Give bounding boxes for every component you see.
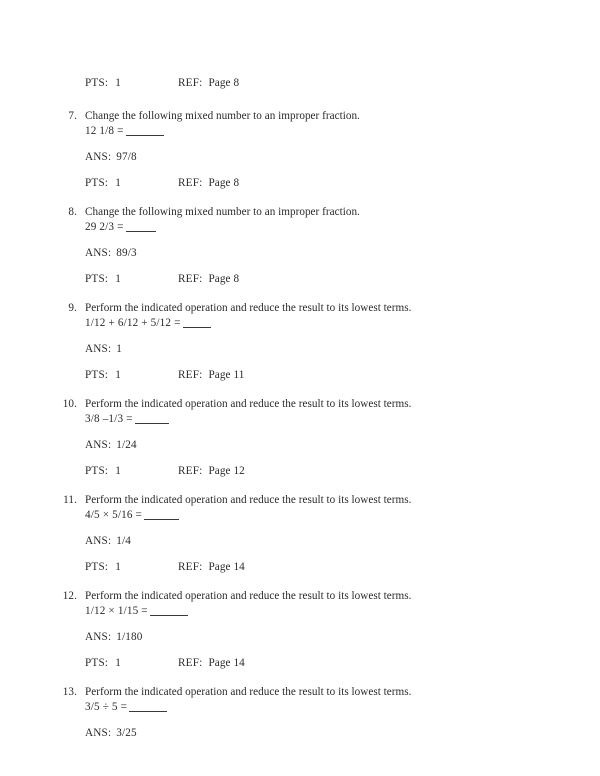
equation-expression: 3/5 ÷ 5 = <box>85 701 128 713</box>
ref-value: Page 14 <box>208 561 245 573</box>
ans-label: ANS: <box>85 151 112 163</box>
pts-ref-body <box>85 464 600 479</box>
equation-expression: 29 2/3 = <box>85 221 124 233</box>
pts-value: 1 <box>115 561 121 573</box>
answer-line <box>0 534 600 549</box>
ans-label: ANS: <box>85 727 112 739</box>
equation-line <box>0 220 600 235</box>
question-item <box>0 685 600 741</box>
pts-value: 1 <box>115 273 121 285</box>
ref-label: REF: <box>178 369 203 381</box>
ref-value: Page 14 <box>208 657 245 669</box>
question-stem-line <box>0 685 600 700</box>
answer-blank[interactable] <box>144 510 179 520</box>
ref-label: REF: <box>178 77 203 89</box>
equation-expression: 1/12 × 1/15 = <box>85 605 148 617</box>
answer-body <box>85 246 600 261</box>
pts-cell <box>85 560 178 575</box>
pts-label: PTS: <box>85 561 109 573</box>
equation-body <box>85 316 600 331</box>
question-stem-line <box>0 205 600 220</box>
question-number: 7. <box>68 110 77 122</box>
equation-body <box>85 604 600 619</box>
equation-body <box>85 700 600 715</box>
pts-cell <box>85 464 178 479</box>
pts-ref-line <box>0 176 600 191</box>
question-text: Perform the indicated operation and reduce the result to its lowest terms. <box>85 398 412 410</box>
question-stem-line <box>0 493 600 508</box>
equation-expression: 3/8 –1/3 = <box>85 413 133 425</box>
answer-blank[interactable] <box>183 318 211 328</box>
ref-value: Page 8 <box>208 177 240 189</box>
ans-value: 1 <box>116 343 123 355</box>
pts-ref-body <box>85 368 600 383</box>
answer-blank[interactable] <box>135 414 169 424</box>
pts-label: PTS: <box>85 273 109 285</box>
pts-ref-body <box>85 176 600 191</box>
pts-value: 1 <box>115 77 121 89</box>
equation-body <box>85 508 600 523</box>
equation-line <box>0 508 600 523</box>
ans-value: 89/3 <box>116 247 137 259</box>
ans-label: ANS: <box>85 439 112 451</box>
question-stem-line <box>0 301 600 316</box>
ref-label: REF: <box>178 177 203 189</box>
answer-line <box>0 438 600 453</box>
equation-line <box>0 604 600 619</box>
pts-value: 1 <box>115 657 121 669</box>
pts-cell <box>85 656 178 671</box>
equation-line <box>0 700 600 715</box>
answer-line <box>0 630 600 645</box>
pts-ref-line <box>0 464 600 479</box>
ans-value: 1/24 <box>116 439 137 451</box>
question-text: Perform the indicated operation and reduce the result to its lowest terms. <box>85 302 412 314</box>
question-text: Perform the indicated operation and reduce the result to its lowest terms. <box>85 494 412 506</box>
ref-label: REF: <box>178 273 203 285</box>
pts-label: PTS: <box>85 657 109 669</box>
question-item <box>0 205 600 287</box>
question-item <box>0 397 600 479</box>
ans-value: 3/25 <box>116 727 137 739</box>
question-text: Change the following mixed number to an improper fraction. <box>85 206 360 218</box>
question-number: 10. <box>62 398 77 410</box>
question-number: 12. <box>62 590 77 602</box>
ans-value: 97/8 <box>116 151 137 163</box>
equation-expression: 4/5 × 5/16 = <box>85 509 142 521</box>
equation-expression: 12 1/8 = <box>85 125 124 137</box>
ref-value: Page 8 <box>208 77 240 89</box>
pts-value: 1 <box>115 465 121 477</box>
question-number: 11. <box>63 494 77 506</box>
equation-body <box>85 220 600 235</box>
answer-body <box>85 438 600 453</box>
question-text: Perform the indicated operation and reduce the result to its lowest terms. <box>85 590 412 602</box>
question-list <box>0 109 600 741</box>
answer-blank[interactable] <box>126 222 156 232</box>
equation-line <box>0 316 600 331</box>
answer-blank[interactable] <box>126 126 164 136</box>
pts-label: PTS: <box>85 465 109 477</box>
equation-line <box>0 124 600 139</box>
pts-value: 1 <box>115 369 121 381</box>
question-stem-line <box>0 589 600 604</box>
orphan-pts-ref-row <box>0 76 600 91</box>
ref-label: REF: <box>178 561 203 573</box>
ans-label: ANS: <box>85 535 112 547</box>
answer-line <box>0 342 600 357</box>
pts-ref-line <box>0 368 600 383</box>
ans-value: 1/180 <box>116 631 143 643</box>
question-item <box>0 493 600 575</box>
ans-value: 1/4 <box>116 535 132 547</box>
pts-ref-body <box>85 560 600 575</box>
pts-cell <box>85 272 178 287</box>
answer-line <box>0 246 600 261</box>
question-text: Change the following mixed number to an improper fraction. <box>85 110 360 122</box>
question-number: 8. <box>68 206 77 218</box>
ref-value: Page 11 <box>208 369 245 381</box>
pts-value: 1 <box>115 177 121 189</box>
ref-value: Page 12 <box>208 465 245 477</box>
equation-expression: 1/12 + 6/12 + 5/12 = <box>85 317 181 329</box>
pts-cell <box>85 76 178 91</box>
pts-ref-body <box>85 656 600 671</box>
question-number: 9. <box>68 302 77 314</box>
pts-ref-line <box>0 76 600 91</box>
answer-body <box>85 342 600 357</box>
pts-ref-line <box>0 656 600 671</box>
answer-line <box>0 150 600 165</box>
question-item <box>0 109 600 191</box>
equation-body <box>85 412 600 427</box>
answer-body <box>85 534 600 549</box>
question-stem-line <box>0 109 600 124</box>
pts-label: PTS: <box>85 77 109 89</box>
pts-cell <box>85 368 178 383</box>
question-item <box>0 589 600 671</box>
equation-body <box>85 124 600 139</box>
ans-label: ANS: <box>85 631 112 643</box>
question-item <box>0 301 600 383</box>
pts-ref-line <box>0 560 600 575</box>
answer-line <box>0 726 600 741</box>
equation-line <box>0 412 600 427</box>
ans-label: ANS: <box>85 343 112 355</box>
pts-ref-body <box>85 76 600 91</box>
pts-label: PTS: <box>85 177 109 189</box>
pts-ref-line <box>0 272 600 287</box>
answer-blank[interactable] <box>129 702 167 712</box>
question-number: 13. <box>62 686 77 698</box>
answer-body <box>85 150 600 165</box>
ans-label: ANS: <box>85 247 112 259</box>
question-stem-line <box>0 397 600 412</box>
answer-blank[interactable] <box>150 606 188 616</box>
pts-cell <box>85 176 178 191</box>
pts-ref-body <box>85 272 600 287</box>
ref-value: Page 8 <box>208 273 240 285</box>
pts-label: PTS: <box>85 369 109 381</box>
question-text: Perform the indicated operation and reduce the result to its lowest terms. <box>85 686 412 698</box>
ref-label: REF: <box>178 465 203 477</box>
answer-body <box>85 630 600 645</box>
answer-body <box>85 726 600 741</box>
ref-label: REF: <box>178 657 203 669</box>
